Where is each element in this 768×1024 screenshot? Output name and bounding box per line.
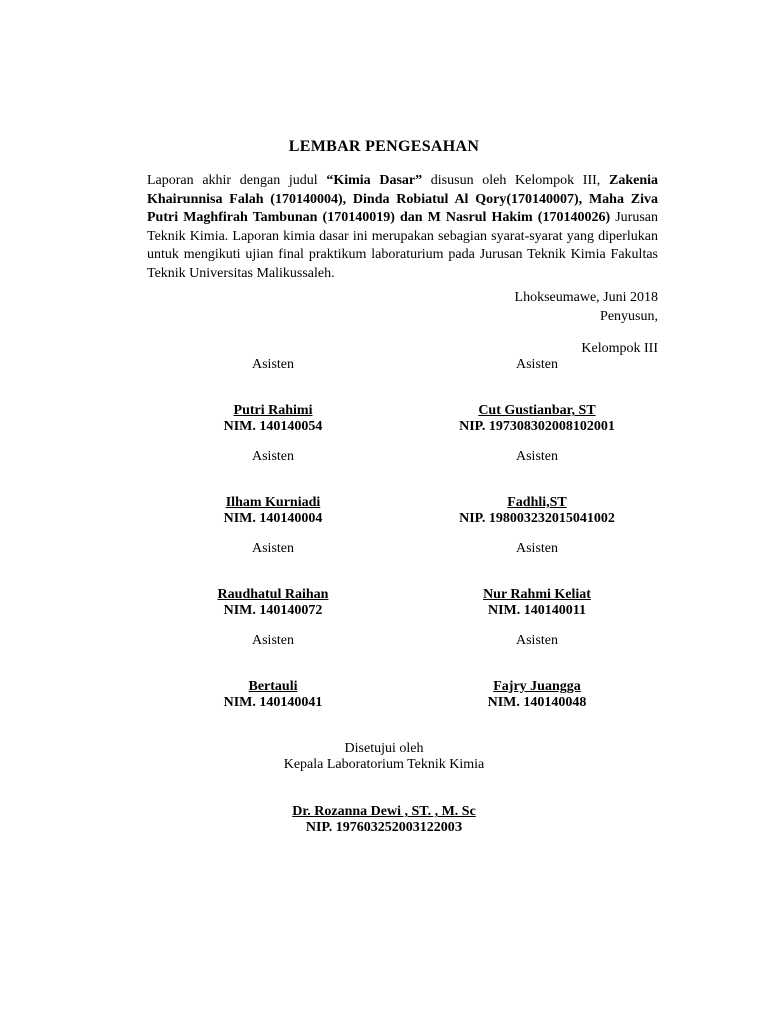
- approver-name: Dr. Rozanna Dewi , ST. , M. Sc: [292, 804, 476, 819]
- signatory-name: Putri Rahimi: [233, 403, 313, 418]
- page-title: LEMBAR PENGESAHAN: [288, 138, 480, 155]
- signatory-role: Asisten: [252, 357, 294, 372]
- paragraph-text-1: Laporan akhir dengan judul: [147, 173, 327, 188]
- paragraph-text-2: disusun oleh Kelompok III,: [422, 173, 609, 188]
- signatory-id: NIM. 140140048: [487, 695, 587, 710]
- signatory-id: NIM. 140140004: [223, 511, 323, 526]
- signatory-role: Asisten: [252, 541, 294, 556]
- signatory-name: Fadhli,ST: [507, 495, 567, 510]
- signatory-name: Raudhatul Raihan: [217, 587, 329, 602]
- signatory-left-4: [138, 633, 408, 711]
- paragraph-text-3: Jurusan Teknik Kimia. Laporan kimia dasar ini merupakan sebagian syarat-syarat yang diperlukan untuk mengikuti ujian final praktikum laboraturium pada Jurusan Teknik Kimia Fakultas Teknik Universitas Malikussaleh.: [147, 210, 658, 281]
- signatory-right-4: [402, 633, 672, 711]
- signatory-name: Ilham Kurniadi: [225, 495, 321, 510]
- approval-label: Disetujui oleh: [344, 741, 424, 756]
- place-date: Lhokseumawe, Juni 2018: [514, 290, 658, 305]
- signatory-role: Asisten: [516, 357, 558, 372]
- approval-position: Kepala Laboratorium Teknik Kimia: [283, 757, 485, 772]
- report-title: “Kimia Dasar”: [326, 173, 423, 188]
- signatory-left-3: [138, 541, 408, 619]
- author-list: Zakenia Khairunnisa Falah (170140004), Dinda Robiatul Al Qory(170140007), Maha Ziva Putri Maghfirah Tambunan (170140019) dan M Nasrul Hakim (170140026): [147, 173, 658, 225]
- signatory-left-1: [138, 357, 408, 435]
- signatory-right-3: [402, 541, 672, 619]
- signatory-role: Asisten: [516, 633, 558, 648]
- signatory-id: NIM. 140140054: [223, 419, 323, 434]
- signatory-role: Asisten: [252, 449, 294, 464]
- signatory-id: NIP. 197308302008102001: [459, 419, 615, 434]
- signatory-id: NIM. 140140041: [223, 695, 323, 710]
- composer-label: Penyusun,: [600, 309, 658, 324]
- signatory-left-2: [138, 449, 408, 527]
- signatory-right-1: [402, 357, 672, 435]
- signatory-name: Bertauli: [248, 679, 298, 694]
- signatory-role: Asisten: [516, 449, 558, 464]
- group-label: Kelompok III: [581, 341, 658, 356]
- signatory-id: NIP. 198003232015041002: [459, 511, 615, 526]
- signatory-role: Asisten: [516, 541, 558, 556]
- signatory-id: NIM. 140140011: [488, 603, 586, 618]
- signatory-right-2: [402, 449, 672, 527]
- signatory-name: Fajry Juangga: [493, 679, 581, 694]
- signatory-role: Asisten: [252, 633, 294, 648]
- signatory-id: NIM. 140140072: [223, 603, 323, 618]
- approver-id: NIP. 19760325200312200З: [305, 820, 463, 835]
- signatory-name: Nur Rahmi Keliat: [483, 587, 591, 602]
- approval-paragraph: [147, 172, 658, 283]
- signatory-name: Cut Gustianbar, ST: [478, 403, 596, 418]
